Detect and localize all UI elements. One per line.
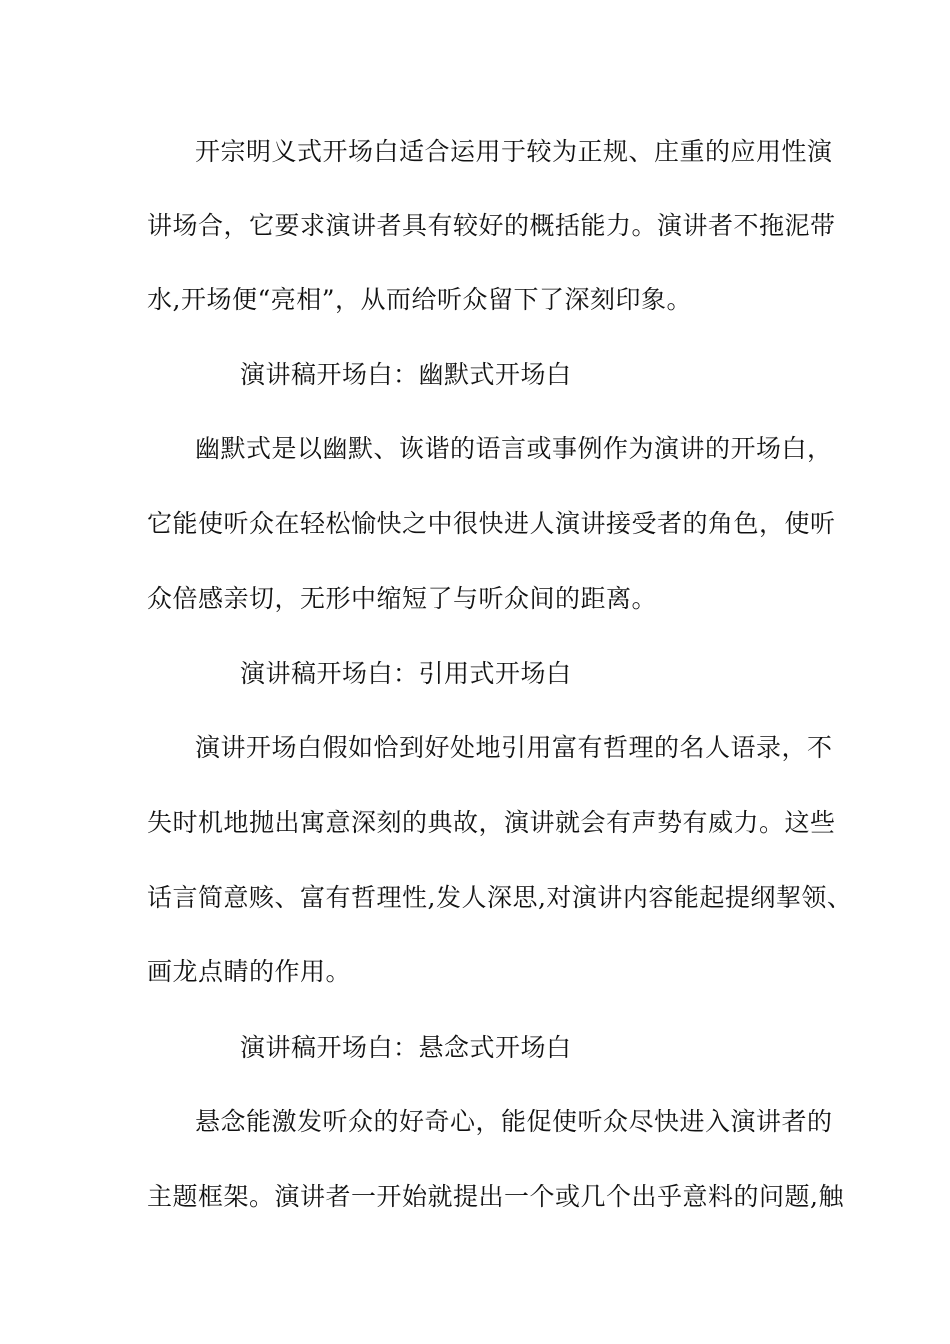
paragraph-2-line-3: 众倍感亲切，无形中缩短了与听众间的距离。 [147,584,658,613]
section-heading-humor: 演讲稿开场白：幽默式开场白 [240,360,572,389]
section-heading-suspense: 演讲稿开场白：悬念式开场白 [240,1033,572,1062]
paragraph-2-line-1: 幽默式是以幽默、诙谐的语言或事例作为演讲的开场白， [195,434,833,463]
paragraph-3-line-1: 演讲开场白假如恰到好处地引用富有哲理的名人语录，不 [195,733,833,762]
paragraph-4-line-1: 悬念能激发听众的好奇心，能促使听众尽快进入演讲者的 [195,1107,833,1136]
paragraph-2-line-2: 它能使听众在轻松愉快之中很快进人演讲接受者的角色，使听 [147,509,836,538]
paragraph-3-line-4: 画龙点睛的作用。 [147,957,352,986]
paragraph-3-line-3: 话言简意赅、富有哲理性,发人深思,对演讲内容能起提纲挈领、 [147,883,853,912]
paragraph-4-line-2: 主题框架。演讲者一开始就提出一个或几个出乎意料的问题,触 [147,1182,844,1211]
paragraph-1-line-1: 开宗明义式开场白适合运用于较为正规、庄重的应用性演 [195,137,833,166]
section-heading-quote: 演讲稿开场白：引用式开场白 [240,659,572,688]
paragraph-1-line-2: 讲场合，它要求演讲者具有较好的概括能力。演讲者不拖泥带 [147,211,836,240]
paragraph-1-line-3: 水,开场便“亮相”，从而给听众留下了深刻印象。 [147,285,693,314]
paragraph-3-line-2: 失时机地抛出寓意深刻的典故，演讲就会有声势有威力。这些 [147,808,836,837]
